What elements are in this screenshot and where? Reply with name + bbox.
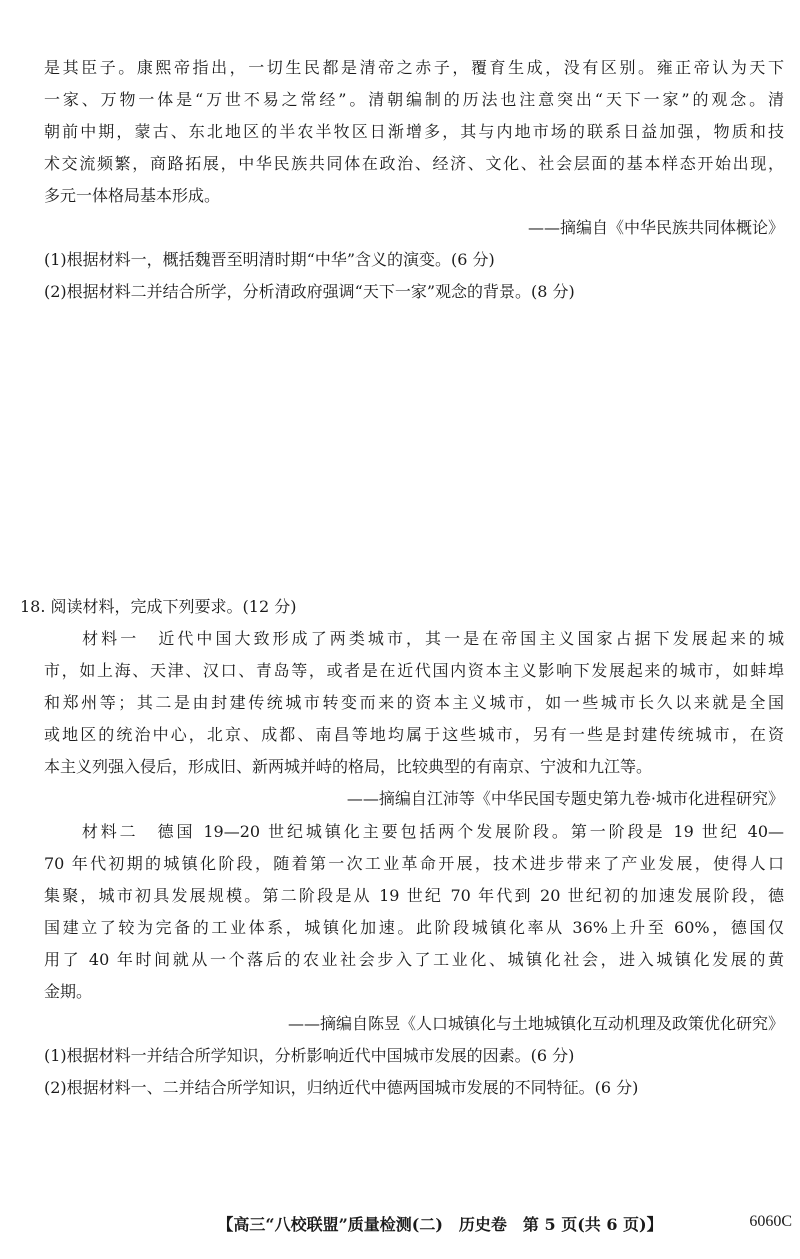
material-two-line: 70 年代初期的城镇化阶段，随着第一次工业革命开展，技术进步带来了产业发展，使得人口 bbox=[44, 854, 784, 873]
material-two-line: 用了 40 年时间就从一个落后的农业社会步入了工业化、城镇化社会，进入城镇化发展的黄 bbox=[44, 950, 784, 969]
material-line: 是其臣子。康熙帝指出，一切生民都是清帝之赤子，覆育生成，没有区别。雍正帝认为天下 bbox=[44, 58, 784, 77]
material-one-line: 本主义列强入侵后，形成旧、新两城并峙的格局，比较典型的有南京、宁波和九江等。 bbox=[44, 757, 653, 776]
material-one-line: 材料一 近代中国大致形成了两类城市，其一是在帝国主义国家占据下发展起来的城 bbox=[44, 629, 784, 648]
material-one-line: 和郑州等；其二是由封建传统城市转变而来的资本主义城市，如一些城市长久以来就是全国 bbox=[44, 693, 784, 712]
page-footer: 【高三“八校联盟”质量检测(二) 历史卷 第 5 页(共 6 页)】 bbox=[217, 1215, 663, 1234]
material-two-line: 材料二 德国 19—20 世纪城镇化主要包括两个发展阶段。第一阶段是 19 世纪 40— bbox=[44, 822, 784, 841]
question-18-1: (1)根据材料一并结合所学知识，分析影响近代中国城市发展的因素。(6 分) bbox=[44, 1046, 575, 1065]
material-one-line: 或地区的统治中心，北京、成都、南昌等地均属于这些城市，另有一些是封建传统城市，在资 bbox=[44, 725, 784, 744]
material-two-line: 国建立了较为完备的工业体系，城镇化加速。此阶段城镇化率从 36%上升至 60%，德国仅 bbox=[44, 918, 784, 937]
question-18-title: 18. 阅读材料，完成下列要求。(12 分) bbox=[20, 597, 297, 616]
material-line: 术交流频繁，商路拓展，中华民族共同体在政治、经济、文化、社会层面的基本样态开始出现， bbox=[44, 154, 784, 173]
material-two-line: 集聚，城市初具发展规模。第二阶段是从 19 世纪 70 年代到 20 世纪初的加速发展阶段，德 bbox=[44, 886, 784, 905]
question-18-2: (2)根据材料一、二并结合所学知识，归纳近代中德两国城市发展的不同特征。(6 分) bbox=[44, 1078, 639, 1097]
paper-code: 6060C bbox=[749, 1213, 792, 1230]
question-2: (2)根据材料二并结合所学，分析清政府强调“天下一家”观念的背景。(8 分) bbox=[44, 282, 575, 301]
question-1: (1)根据材料一，概括魏晋至明清时期“中华”含义的演变。(6 分) bbox=[44, 250, 495, 269]
source-citation: ——摘编自《中华民族共同体概论》 bbox=[527, 218, 784, 237]
material-line: 一家、万物一体是“万世不易之常经”。清朝编制的历法也注意突出“天下一家”的观念。清 bbox=[44, 90, 784, 109]
material-line: 朝前中期，蒙古、东北地区的半农半牧区日渐增多，其与内地市场的联系日益加强，物质和技 bbox=[44, 122, 784, 141]
material-one-line: 市，如上海、天津、汉口、青岛等，或者是在近代国内资本主义影响下发展起来的城市，如蚌埠 bbox=[44, 661, 784, 680]
material-two-line: 金期。 bbox=[44, 982, 93, 1001]
material-line: 多元一体格局基本形成。 bbox=[44, 186, 221, 205]
source-citation: ——摘编自陈昱《人口城镇化与土地城镇化互动机理及政策优化研究》 bbox=[287, 1014, 784, 1033]
source-citation: ——摘编自江沛等《中华民国专题史第九卷·城市化进程研究》 bbox=[346, 789, 784, 808]
